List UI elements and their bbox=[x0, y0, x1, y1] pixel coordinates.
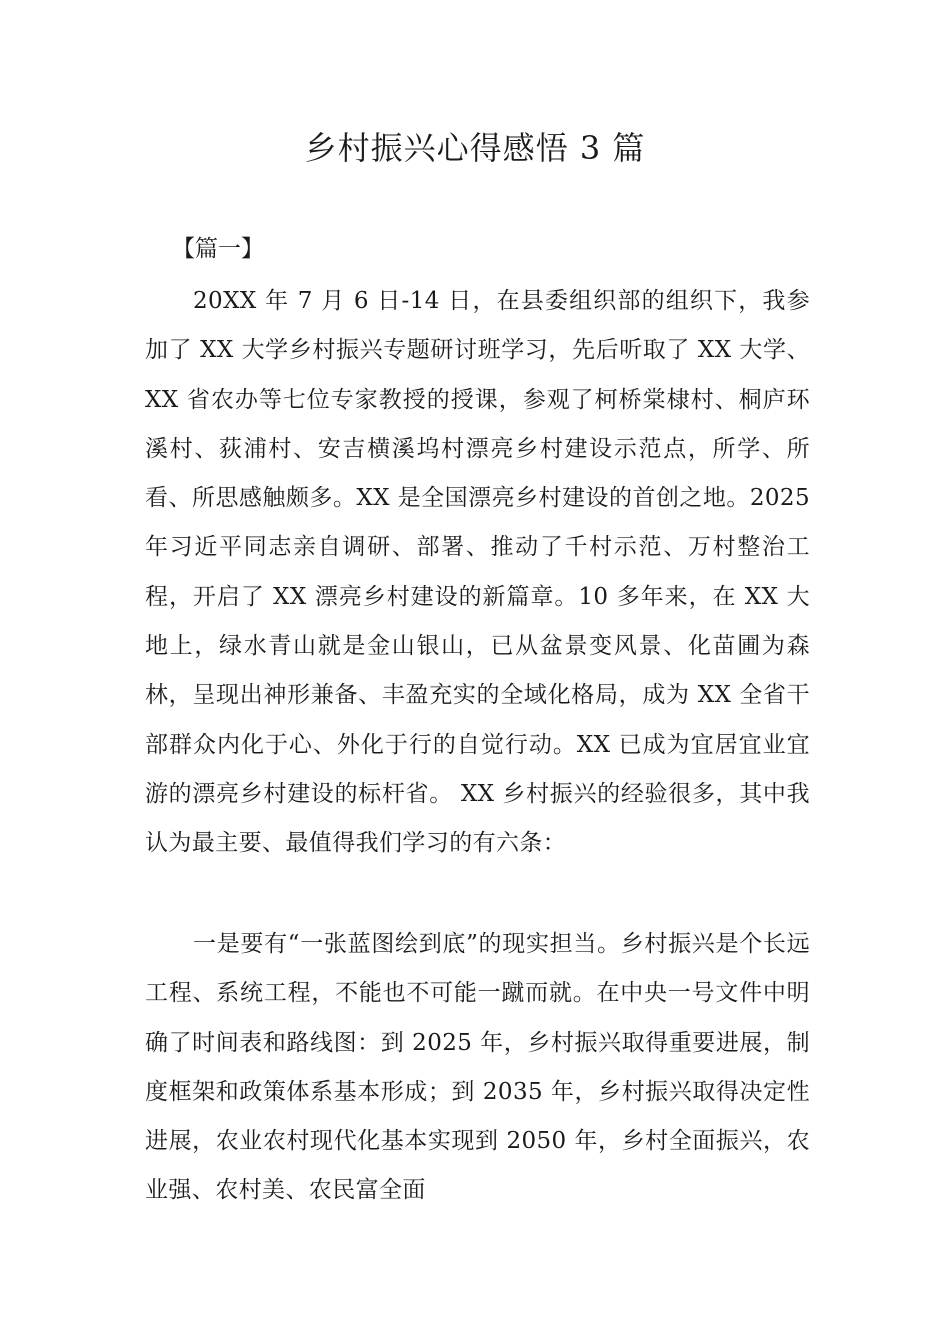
body-paragraph-1: 20XX 年 7 月 6 日-14 日，在县委组织部的组织下，我参加了 XX 大学乡村振兴专题研讨班学习，先后听取了 XX 大学、XX 省农办等七位专家教授的授课，参观了柯桥棠棣村、桐庐环溪村、荻浦村、安吉横溪坞村漂亮乡村建设示范点，所学、所看、所思感触颇多。XX 是全国漂亮乡村建设的首创之地。2025 年习近平同志亲自调研、部署、推动了千村示范、万村整治工程，开启了 XX 漂亮乡村建设的新篇章。10 多年来，在 XX 大地上，绿水青山就是金山银山，已从盆景变风景、化苗圃为森林，呈现出神形兼备、丰盈充实的全域化格局，成为 XX 全省干部群众内化于心、外化于行的自觉行动。XX 已成为宜居宜业宜游的漂亮乡村建设的标杆省。 XX 乡村振兴的经验很多，其中我认为最主要、最值得我们学习的有六条： bbox=[145, 288, 810, 857]
document-title: 乡村振兴心得感悟 3 篇 bbox=[304, 129, 646, 167]
body-paragraph-2: 一是要有“一张蓝图绘到底”的现实担当。乡村振兴是个长远工程、系统工程，不能也不可能一蹴而就。在中央一号文件中明确了时间表和路线图：到 2025 年，乡村振兴取得重要进展，制度框架和政策体系基本形成；到 2035 年，乡村振兴取得决定性进展，农业农村现代化基本实现到 2050 年，乡村全面振兴，农业强、农村美、农民富全面 bbox=[145, 931, 810, 1204]
section-label: 【篇一】 bbox=[172, 236, 264, 262]
